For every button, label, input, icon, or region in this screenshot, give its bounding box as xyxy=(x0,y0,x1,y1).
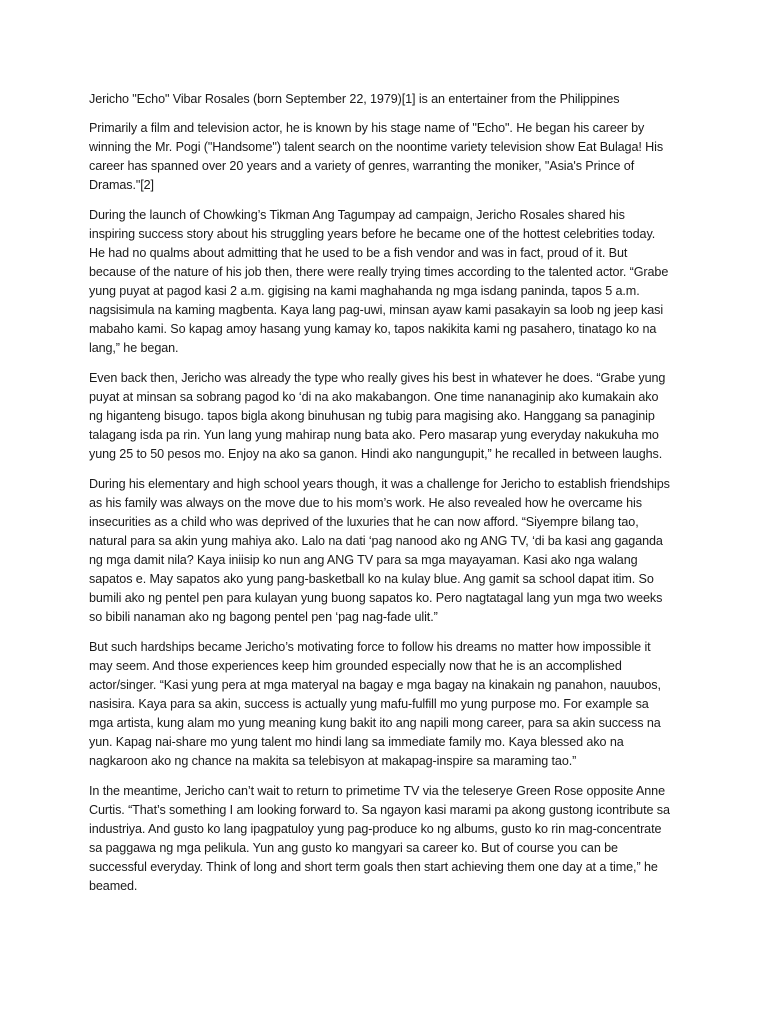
fish-vendor-paragraph: During the launch of Chowking’s Tikman Ang Tagumpay ad campaign, Jericho Rosales shared his inspiring success story about his struggling years before he became one of the hottest celebrities today. He had no qualms about admitting that he used to be a fish vendor and was in fact, proud of it. But because of the nature of his job then, there were really trying times according to the talented actor. “Grabe yung puyat at pagod kasi 2 a.m. gigising na kami maghahanda ng mga isdang paninda, tapos 5 a.m. nagsisimula na kaming magbenta. Kaya lang pag-uwi, minsan ayaw kami pasakayin sa loob ng jeep kasi mabaho kami. So kapag amoy hasang yung kamay ko, tapos nakikita kami ng pasahero, tinatago ko na lang,” he began. xyxy=(89,208,669,355)
school-years-paragraph: During his elementary and high school years though, it was a challenge for Jericho to establish friendships as his family was always on the move due to his mom’s work. He also revealed how he overcame his insecurities as a child who was deprived of the luxuries that he can now afford. “Siyempre bilang tao, natural para sa akin yung mahiya ako. Lalo na dati ‘pag nanood ako ng ANG TV, ‘di ba kasi ang gaganda ng mga damit nila? Kaya iniisip ko nun ang ANG TV para sa mga mayayaman. Kasi ako nga walang sapatos e. May sapatos ako yung pang-basketball ko na kulay blue. Ang gamit sa school dapat itim. So bumili ako ng pentel pen para kulayan yung buong sapatos ko. Pero nagtatagal lang yun mga two weeks so bibili nanaman ako ng bagong pentel pen ‘pag nag-fade ulit.” xyxy=(89,477,670,624)
hardships-paragraph: But such hardships became Jericho’s motivating force to follow his dreams no matter how impossible it may seem. And those experiences keep him grounded especially now that he is an accomplished actor/singer. “Kasi yung pera at mga materyal na bagay e mga bagay na kinakain ng panahon, nauubos, nasisira. Kaya para sa akin, success is actually yung mafu-fulfill mo yung purpose mo. For example sa mga artista, kung alam mo yung meaning kung bakit ito ang napili mong career, para sa akin success na yun. Kapag nai-share mo yung talent mo hindi lang sa immediate family mo. Kaya blessed ako na nagkaroon ako ng chance na makita sa telebisyon at makapag-inspire sa maraming tao.” xyxy=(89,640,661,768)
document-body xyxy=(89,90,673,907)
meantime-paragraph: In the meantime, Jericho can’t wait to return to primetime TV via the teleserye Green Rose opposite Anne Curtis. “That’s something I am looking forward to. Sa ngayon kasi marami pa akong gustong icontribute sa industriya. And gusto ko lang ipagpatuloy yung pag-produce ko ng albums, gusto ko rin mag-concentrate sa paggawa ng mga pelikula. Yun ang gusto ko mangyari sa career ko. But of course you can be successful everyday. Think of long and short term goals then start achieving them one day at a time,” he beamed. xyxy=(89,784,670,893)
intro-paragraph: Jericho "Echo" Vibar Rosales (born September 22, 1979)[1] is an entertainer from the Philippines xyxy=(89,92,620,106)
back-then-paragraph: Even back then, Jericho was already the type who really gives his best in whatever he does. “Grabe yung puyat at minsan sa sobrang pagod ko ‘di na ako makabangon. One time nananaginip ako kumakain ako ng higanteng bisugo. tapos bigla akong binuhusan ng tubig para magising ako. Hanggang sa panaginip talagang isda pa rin. Yun lang yung mahirap nung bata ako. Pero masarap yung everyday nakukuha mo yung 25 to 50 pesos mo. Enjoy na ako sa ganon. Hindi ako nangungupit,” he recalled in between laughs. xyxy=(89,371,666,461)
career-paragraph: Primarily a film and television actor, he is known by his stage name of "Echo". He began his career by winning the Mr. Pogi ("Handsome") talent search on the noontime variety television show Eat Bulaga! His career has spanned over 20 years and a variety of genres, warranting the moniker, "Asia's Prince of Dramas."[2] xyxy=(89,121,664,192)
